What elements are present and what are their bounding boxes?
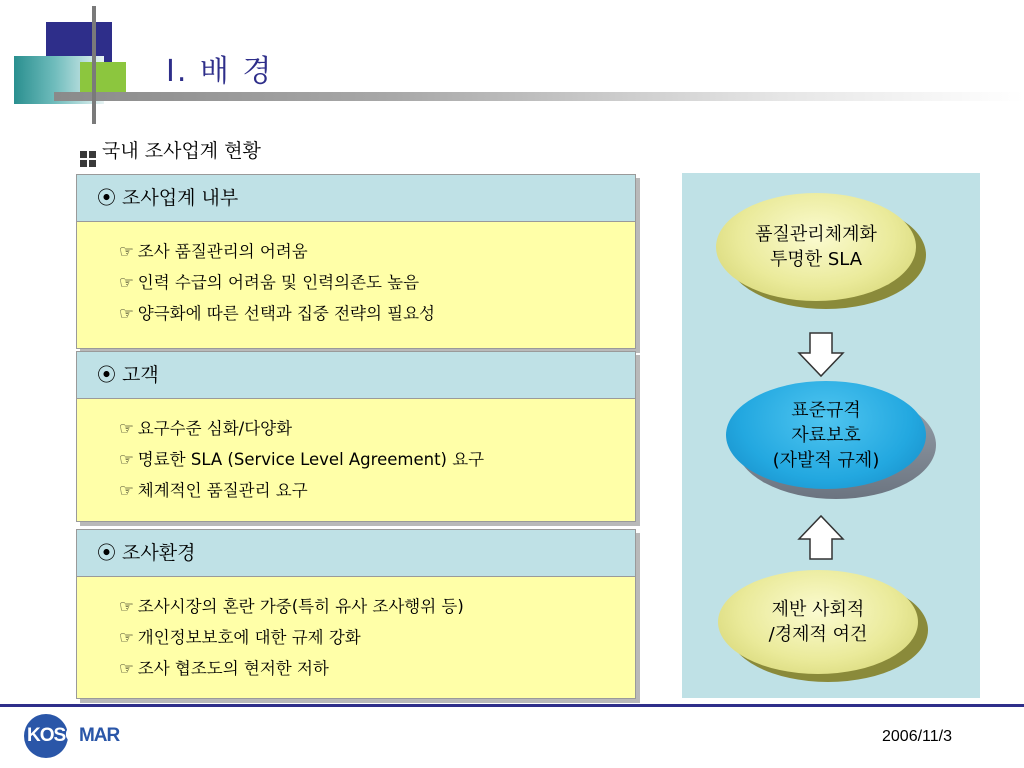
list-item-text: 개인정보보호에 대한 규제 강화: [137, 628, 361, 647]
flow-panel: [682, 173, 980, 698]
section-subtitle: [80, 136, 261, 167]
middle-ellipse: [726, 381, 946, 503]
pointing-hand-icon: ☞: [119, 450, 134, 469]
list-item: [119, 622, 635, 653]
list-item-text: 명료한 SLA (Service Level Agreement) 요구: [137, 450, 485, 469]
section-body: [77, 399, 635, 521]
list-item: [119, 298, 635, 329]
pointing-hand-icon: ☞: [119, 242, 134, 261]
list-item: [119, 444, 635, 475]
list-item: [119, 653, 635, 684]
footer-rule: [0, 704, 1024, 707]
section-industry-internal: [76, 174, 636, 349]
list-item-text: 조사시장의 혼란 가중(특히 유사 조사행위 등): [137, 597, 464, 616]
list-item-text: 양극화에 따른 선택과 집중 전략의 필요성: [137, 304, 435, 323]
ellipse-text-line: 투명한 SLA: [769, 249, 863, 270]
section-environment: [76, 529, 636, 699]
list-item: [119, 475, 635, 506]
pointing-hand-icon: ☞: [119, 628, 134, 647]
ellipse-text-line: (자발적 규제): [772, 449, 880, 471]
logo-text-part: KOSO: [27, 725, 79, 746]
list-item-text: 요구수준 심화/다양화: [137, 419, 293, 438]
section-heading: ⦿ 고객: [77, 352, 635, 399]
pointing-hand-icon: ☞: [119, 481, 134, 500]
ellipse-text-line: 제반 사회적: [771, 599, 865, 620]
section-body: [77, 577, 635, 698]
pointing-hand-icon: ☞: [119, 304, 134, 323]
list-item-text: 인력 수급의 어려움 및 인력의존도 높음: [137, 273, 420, 292]
header-decoration-accent: [80, 62, 126, 92]
logo-text-part: MAR: [78, 725, 120, 746]
header-vertical-rule: [92, 6, 96, 124]
ellipse-label: [716, 193, 916, 301]
ellipse-text-line: /경제적 여건: [768, 624, 868, 645]
logo-text: [27, 725, 119, 747]
slide-title: I. 배 경: [166, 54, 274, 89]
grid-bullet-icon: [80, 151, 96, 167]
pointing-hand-icon: ☞: [119, 273, 134, 292]
pointing-hand-icon: ☞: [119, 419, 134, 438]
top-ellipse: [716, 193, 928, 313]
list-item: [119, 591, 635, 622]
up-arrow-icon: [796, 513, 846, 561]
down-arrow-icon: [796, 331, 846, 379]
section-heading: ⦿ 조사업계 내부: [77, 175, 635, 222]
ellipse-text-line: 자료보호: [791, 424, 861, 446]
company-logo: [24, 714, 128, 758]
section-customer: [76, 351, 636, 522]
ellipse-text-line: 품질관리체계화: [755, 224, 877, 245]
list-item: [119, 413, 635, 444]
list-item-text: 조사 협조도의 현저한 저하: [137, 659, 329, 678]
pointing-hand-icon: ☞: [119, 597, 134, 616]
subtitle-text: 국내 조사업계 현황: [102, 140, 261, 162]
header-rule: [54, 92, 1024, 101]
list-item: [119, 267, 635, 298]
footer-date: 2006/11/3: [882, 728, 952, 745]
list-item-text: 조사 품질관리의 어려움: [137, 242, 308, 261]
pointing-hand-icon: ☞: [119, 659, 134, 678]
list-item: [119, 236, 635, 267]
ellipse-text-line: 표준규격: [791, 399, 861, 421]
list-item-text: 체계적인 품질관리 요구: [137, 481, 308, 500]
bottom-ellipse: [718, 570, 930, 690]
ellipse-label: [726, 381, 926, 489]
ellipse-label: [718, 570, 918, 674]
section-body: [77, 222, 635, 348]
section-heading: ⦿ 조사환경: [77, 530, 635, 577]
